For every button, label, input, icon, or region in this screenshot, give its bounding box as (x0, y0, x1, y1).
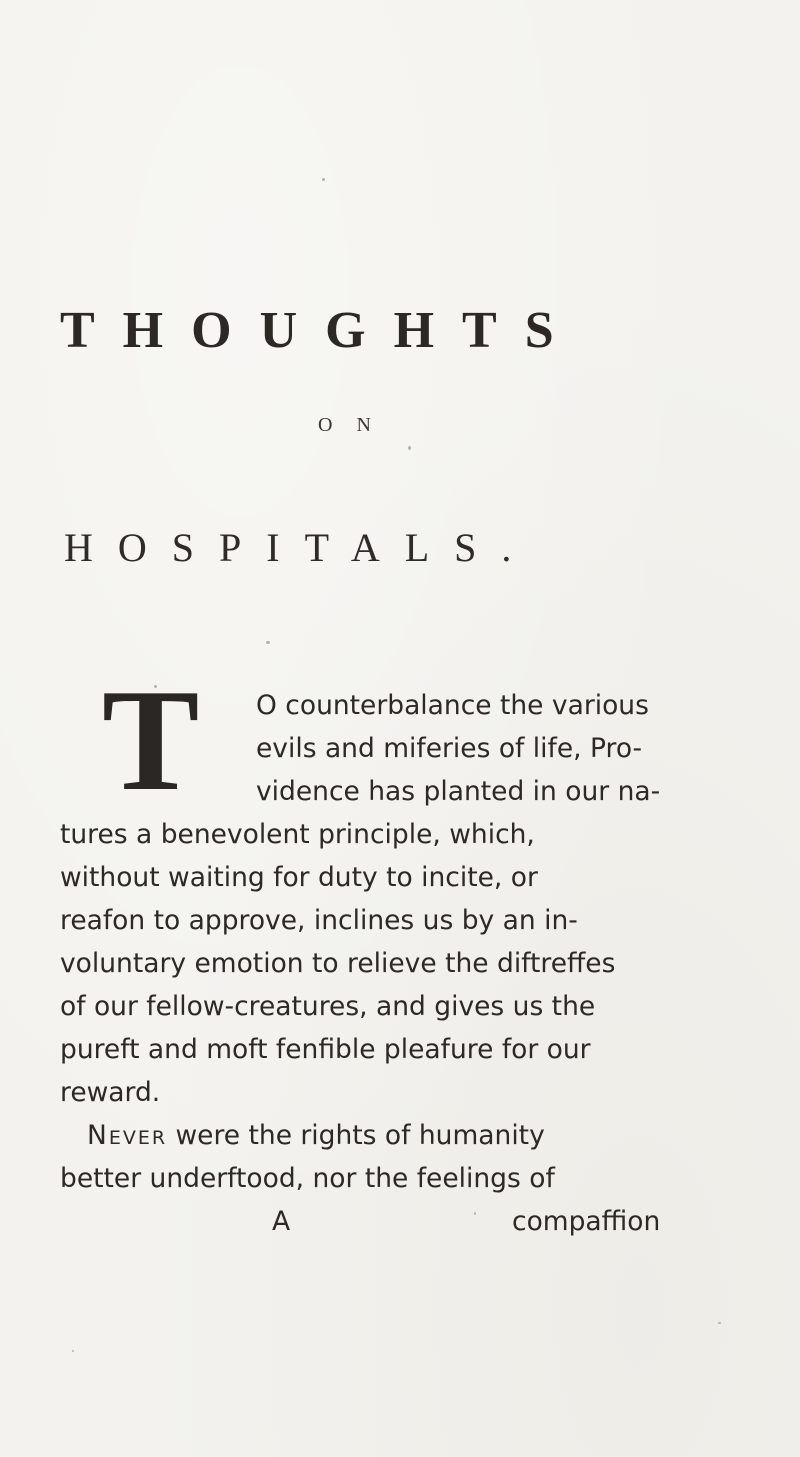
subtitle-on: ON (318, 414, 395, 436)
signature-mark: A (272, 1206, 291, 1237)
paragraph-1-line-4: tures a benevolent principle, which, (60, 819, 535, 850)
drop-cap (102, 659, 222, 821)
drop-cap-letter: T (102, 659, 200, 821)
paragraph-1-line-5: without waiting for duty to incite, or (60, 862, 538, 893)
paragraph-2-first-word: Never (87, 1120, 168, 1151)
paragraph-1-line-8: of our fellow-creatures, and gives us the (60, 991, 596, 1022)
subtitle-hospitals: HOSPITALS. (64, 525, 537, 570)
catchword: compaffion (512, 1206, 661, 1237)
paragraph-2-line-2: better underftood, nor the feelings of (60, 1163, 555, 1194)
paragraph-1-line-6: reafon to approve, inclines us by an in- (60, 905, 578, 936)
paragraph-1-line-2: evils and miferies of life, Pro- (256, 733, 643, 764)
page-title: THOUGHTS (60, 301, 582, 359)
paragraph-1-line-10: reward. (60, 1077, 161, 1108)
paragraph-1-line-7: voluntary emotion to relieve the diftreffes (60, 948, 616, 979)
paragraph-2-line-1-rest: were the rights of humanity (175, 1120, 545, 1151)
paragraph-1-line-1: O counterbalance the various (256, 690, 649, 721)
paragraph-1-line-3: vidence has planted in our na- (256, 776, 661, 807)
paragraph-1-line-9: pureft and moft fenfible pleafure for our (60, 1034, 591, 1065)
paragraph-2-line-1 (87, 1114, 545, 1157)
